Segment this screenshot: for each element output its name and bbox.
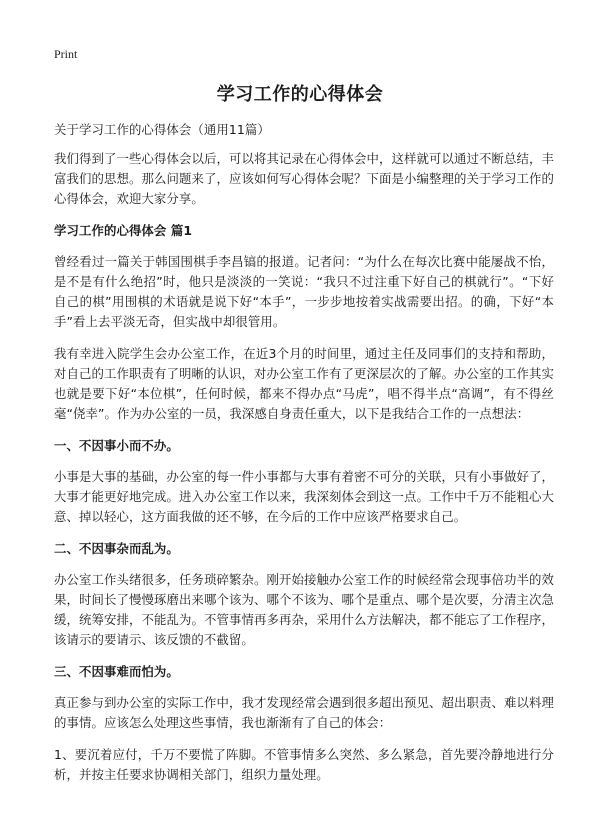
paragraph-3: 小事是大事的基础，办公室的每一件小事都与大事有着密不可分的关联，只有小事做好了，大事才能更好地完成。进入办公室工作以来，我深刻体会到这一点。工作中千万不能粗心大意、掉以轻心，这方面我做的还不够，在今后的工作中应该严格要求自己。 bbox=[54, 469, 554, 524]
heading-2: 二、不因事杂而乱为。 bbox=[54, 541, 179, 556]
print-label[interactable]: Print bbox=[54, 47, 78, 61]
document-body bbox=[54, 120, 554, 797]
paragraph-6: 1、要沉着应付，千万不要慌了阵脚。不管事情多么突然、多么紧急，首先要冷静地进行分析，并按主任要求协调相关部门，组织力量处理。 bbox=[54, 747, 554, 782]
heading-1: 一、不因事小而不办。 bbox=[54, 438, 179, 453]
section-title: 学习工作的心得体会 篇1 bbox=[54, 223, 193, 238]
intro-paragraph: 我们得到了一些心得体会以后，可以将其记录在心得体会中，这样就可以通过不断总结，丰富我们的思想。那么问题来了，应该如何写心得体会呢？下面是小编整理的关于学习工作的心得体会，欢迎大家分享。 bbox=[54, 151, 554, 206]
paragraph-2: 我有幸进入院学生会办公室工作，在近3个月的时间里，通过主任及同事们的支持和帮助，对自己的工作职责有了明晰的认识，对办公室工作有了更深层次的了解。办公室的工作其实也就是要下好“本位棋”，任何时候，都来不得办点“马虎”，唱不得半点“高调”，有不得丝毫“侥幸”。作为办公室的一员，我深感自身责任重大，以下是我结合工作的一点想法： bbox=[54, 346, 554, 421]
document-subtitle: 关于学习工作的心得体会（通用11篇） bbox=[54, 122, 270, 137]
document-title: 学习工作的心得体会 bbox=[216, 84, 384, 105]
paragraph-5: 真正参与到办公室的实际工作中，我才发现经常会遇到很多超出预见、超出职责、难以料理的事情。应该怎么处理这些事情，我也渐渐有了自己的体会： bbox=[54, 695, 554, 730]
paragraph-1: 曾经看过一篇关于韩国围棋手李昌镐的报道。记者问：“为什么在每次比赛中能屡战不怡，是不是有什么绝招”时，他只是淡淡的一笑说：“我只不过注重下好自己的棋就行”。“下好自己的棋”用围棋的术语就是说下好“本手”，一步步地按着实战需要出招。的确，下好“本手”看上去平淡无奇，但实战中却很管用。 bbox=[54, 254, 554, 329]
heading-3: 三、不因事难而怕为。 bbox=[54, 664, 179, 679]
paragraph-4: 办公室工作头绪很多，任务琐碎繁杂。刚开始接触办公室工作的时候经常会现事倍功半的效果，时间长了慢慢琢磨出来哪个该为、哪个不该为、哪个是重点、哪个是次要，分清主次急缓，统筹安排，不能乱为。不管事情再多再杂，采用什么方法解决，都不能忘了工作程序，该请示的要请示、该反馈的不截留。 bbox=[54, 572, 554, 647]
